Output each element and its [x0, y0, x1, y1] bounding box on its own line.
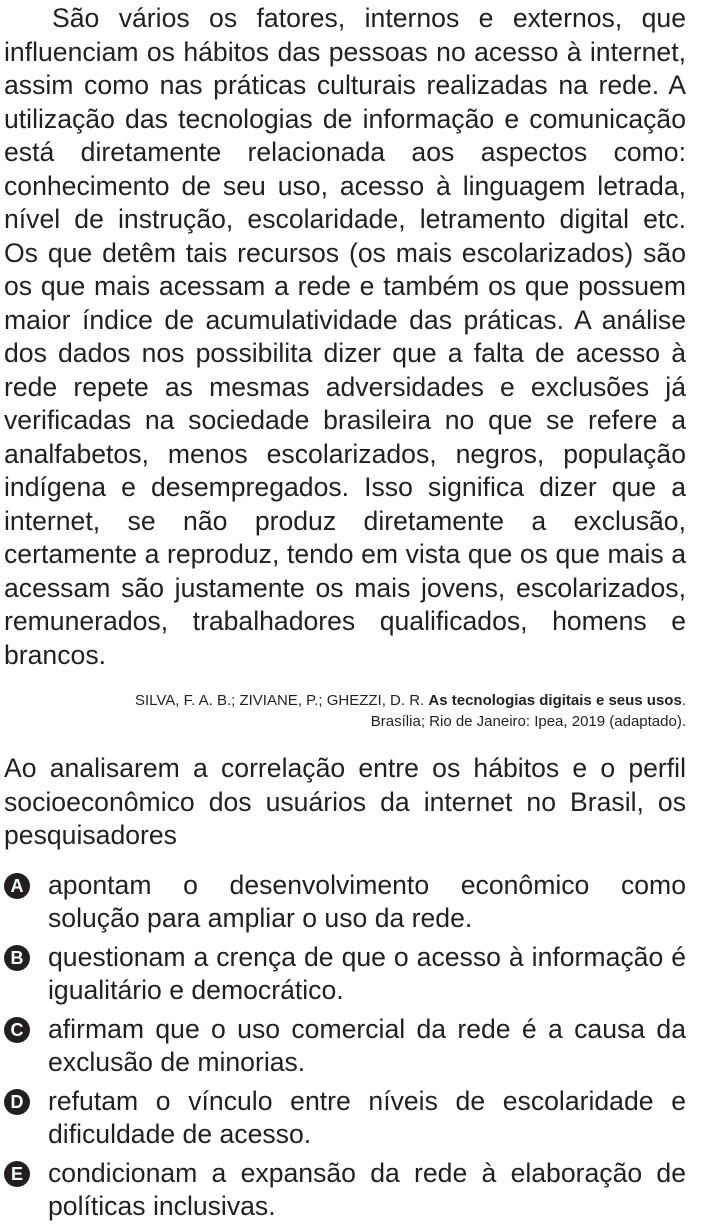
option-a-text[interactable]: apontam o desenvolvimento econômico como solução para ampliar o uso da rede. — [48, 869, 686, 933]
citation-line-1 — [4, 690, 686, 711]
option-c[interactable] — [4, 1013, 686, 1080]
side-watermark-strip — [690, 0, 702, 1231]
option-b-letter-badge[interactable]: B — [4, 945, 30, 971]
option-b[interactable] — [4, 941, 686, 1008]
option-a[interactable] — [4, 869, 686, 936]
option-d[interactable] — [4, 1085, 686, 1152]
citation-publication: Brasília; Rio de Janeiro: Ipea, 2019 (adaptado). — [370, 713, 686, 730]
question-page — [4, 2, 686, 1229]
option-e-letter-badge[interactable]: E — [4, 1161, 30, 1187]
option-c-letter-badge[interactable]: C — [4, 1017, 30, 1043]
option-c-text[interactable]: afirmam que o uso comercial da rede é a causa da exclusão de minorias. — [48, 1013, 686, 1077]
option-b-text[interactable]: questionam a crença de que o acesso à informação é igualitário e democrático. — [48, 941, 686, 1005]
citation-authors: SILVA, F. A. B.; ZIVIANE, P.; GHEZZI, D. R. — [134, 692, 429, 709]
option-d-text[interactable]: refutam o vínculo entre níveis de escolaridade e dificuldade de acesso. — [48, 1085, 686, 1149]
option-e-text[interactable]: condicionam a expansão da rede à elaboração de políticas inclusivas. — [48, 1157, 686, 1221]
passage-text: São vários os fatores, internos e externos, que influenciam os hábitos das pessoas no acesso à internet, assim como nas práticas culturais realizadas na rede. A utilização das tecnologias de informação e comunicação está diretamente relacionada aos aspectos como: conhecimento de seu uso, acesso à linguagem letrada, nível de instrução, escolaridade, letramento digital etc. Os que detêm tais recursos (os mais escolarizados) são os que mais acessam a rede e também os que possuem maior índice de acumulatividade das práticas. A análise dos dados nos possibilita dizer que a falta de acesso à rede repete as mesmas adversidades e exclusões já verificadas na sociedade brasileira no que se refere a analfabetos, menos escolarizados, negros, população indígena e desempregados. Isso significa dizer que a internet, se não produz diretamente a exclusão, certamente a reproduz, tendo em vista que os que mais a acessam são justamente os mais jovens, escolarizados, remunerados, trabalhadores qualificados, homens e brancos. — [4, 3, 686, 670]
citation-title: As tecnologias digitais e seus usos — [428, 692, 682, 709]
option-a-letter-badge[interactable]: A — [4, 873, 30, 899]
option-d-letter-badge[interactable]: D — [4, 1089, 30, 1115]
citation — [4, 690, 686, 732]
answer-options — [4, 869, 686, 1224]
question-stem: Ao analisarem a correlação entre os hábitos e o perfil socioeconômico dos usuários da internet no Brasil, os pesquisadores — [4, 753, 686, 850]
citation-title-period: . — [681, 692, 686, 709]
option-e[interactable] — [4, 1157, 686, 1224]
